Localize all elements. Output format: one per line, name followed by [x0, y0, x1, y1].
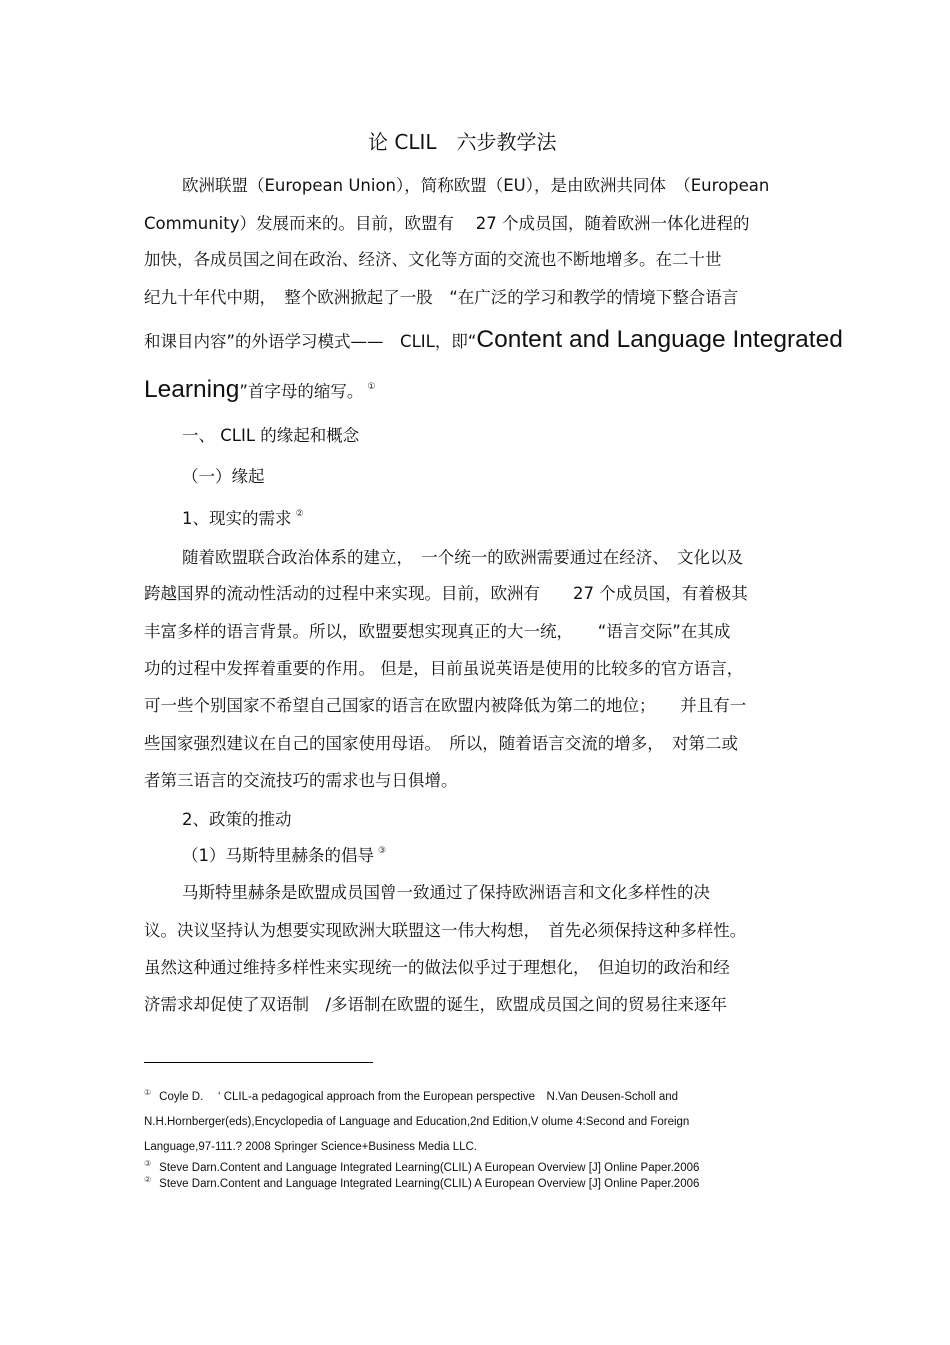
footnote-ref-2: ② — [295, 509, 304, 519]
paragraph-2-line: 议。决议坚持认为想要实现欧洲大联盟这一伟大构想， 首先必须保持这种多样性。 — [144, 921, 747, 940]
footnote-1-line-2: N.H.Hornberger(eds),Encyclopedia of Language and Education,2nd Edition,V olume 4:Second and Foreign — [144, 1116, 690, 1128]
footnote-3 — [144, 1177, 699, 1192]
footnote-3-text: Steve Darn.Content and Language Integrated Learning(CLIL) A European Overview [J] Online Paper.2006 — [159, 1178, 700, 1190]
paragraph-1-line: 可一些个别国家不希望自己国家的语言在欧盟内被降低为第二的地位； 并且有一 — [144, 696, 747, 715]
footnote-2-text: Steve Darn.Content and Language Integrated Learning(CLIL) A European Overview [J] Online Paper.2006 — [159, 1162, 700, 1174]
footnote-1-text: Coyle D. ‘ CLIL-a pedagogical approach from the European perspective N.Van Deusen-Scholl and — [159, 1091, 679, 1103]
intro-line-6 — [144, 376, 376, 405]
item-heading-1-text: 1、现实的需求 — [182, 509, 292, 528]
clil-fullname-part2: Learning — [144, 376, 240, 403]
intro-line-2: Community）发展而来的。目前，欧盟有 27 个成员国，随着欧洲一体化进程的 — [144, 214, 750, 233]
intro-line-1: 欧洲联盟（European Union），简称欧盟（EU），是由欧洲共同体 （European — [182, 176, 770, 195]
intro-line-5-text: 和课目内容”的外语学习模式—— CLIL，即“ — [144, 332, 477, 351]
intro-line-5 — [144, 326, 843, 353]
item-heading-2: 2、政策的推动 — [182, 810, 292, 829]
footnote-ref-1: ① — [367, 382, 376, 392]
intro-line-6-text: ”首字母的缩写。 — [239, 382, 364, 401]
paragraph-1-line: 者第三语言的交流技巧的需求也与日俱增。 — [144, 771, 458, 790]
intro-line-4: 纪九十年代中期， 整个欧洲掀起了一股 “在广泛的学习和教学的情境下整合语言 — [144, 288, 739, 307]
section-heading-1: 一、 CLIL 的缘起和概念 — [182, 426, 360, 445]
paragraph-2-line: 济需求却促使了双语制 /多语制在欧盟的诞生，欧盟成员国之间的贸易往来逐年 — [144, 995, 728, 1014]
paragraph-1-line: 功的过程中发挥着重要的作用。 但是，目前虽说英语是使用的比较多的官方语言， — [144, 659, 744, 678]
footnote-1-mark: ① — [144, 1088, 152, 1097]
document-title: 论 CLIL 六步教学法 — [368, 130, 557, 154]
item-heading-1 — [182, 509, 304, 532]
paragraph-1-line: 跨越国界的流动性活动的过程中来实现。目前，欧洲有 27 个成员国，有着极其 — [144, 584, 748, 603]
footnote-2 — [144, 1161, 699, 1176]
footnote-2-mark: ③ — [144, 1159, 152, 1168]
paragraph-1-line: 些国家强烈建议在自己的国家使用母语。 所以，随着语言交流的增多， 对第二或 — [144, 734, 738, 753]
intro-line-3: 加快，各成员国之间在政治、经济、文化等方面的交流也不断地增多。在二十世 — [144, 250, 722, 269]
paragraph-2-line: 马斯特里赫条是欧盟成员国曾一致通过了保持欧洲语言和文化多样性的决 — [182, 883, 710, 902]
item-heading-2a-text: （1）马斯特里赫条的倡导 — [182, 846, 374, 865]
footnote-1-line-1 — [144, 1090, 678, 1105]
subsection-heading-origin: （一）缘起 — [182, 467, 265, 486]
item-heading-2a — [182, 846, 386, 869]
paragraph-1-line: 随着欧盟联合政治体系的建立， 一个统一的欧洲需要通过在经济、 文化以及 — [182, 548, 743, 567]
paragraph-2-line: 虽然这种通过维持多样性来实现统一的做法似乎过于理想化， 但迫切的政治和经 — [144, 958, 730, 977]
paragraph-1-line: 丰富多样的语言背景。所以，欧盟要想实现真正的大一统， “语言交际”在其成 — [144, 622, 731, 641]
clil-fullname-part1: Content and Language Integrated — [476, 326, 843, 353]
footnote-1-line-3: Language,97-111.? 2008 Springer Science+Business Media LLC. — [144, 1141, 477, 1153]
footnote-3-mark: ② — [144, 1175, 152, 1184]
footnote-ref-3: ③ — [378, 846, 387, 856]
footnote-separator — [144, 1062, 373, 1063]
